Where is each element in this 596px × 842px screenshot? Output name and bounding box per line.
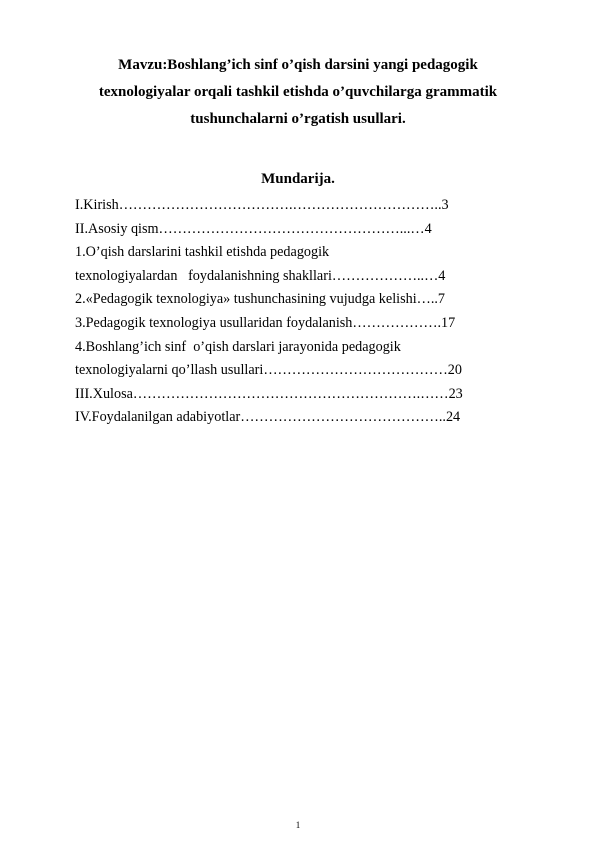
toc-entry-4-line-2: texnologiyalarni qo’llash usullari…………………………………20 bbox=[75, 362, 462, 379]
toc-entry-kirish: I.Kirish……………………………….…………………………..3 bbox=[75, 197, 449, 213]
table-of-contents bbox=[75, 194, 535, 430]
toc-entry-1-line-1: 1.O’qish darslarini tashkil etishda pedagogik bbox=[75, 244, 330, 261]
toc-entry-adabiyotlar: IV.Foydalanilgan adabiyotlar……………………………………..24 bbox=[75, 409, 461, 426]
toc-entry-asosiy-qism: II.Asosiy qism……………………………………………...…4 bbox=[75, 220, 432, 237]
document-title bbox=[60, 52, 536, 133]
toc-entry-4-line-1: 4.Boshlang’ich sinf o’qish darslari jarayonida pedagogik bbox=[75, 338, 401, 355]
title-line-3: tushunchalarni o’rgatish usullari. bbox=[190, 111, 406, 127]
title-line-1: Mavzu:Boshlang’ich sinf o’qish darsini yangi pedagogik bbox=[118, 57, 478, 73]
contents-heading: Mundarija. bbox=[261, 171, 335, 187]
toc-entry-2: 2.«Pedagogik texnologiya» tushunchasining vujudga kelishi…..7 bbox=[75, 291, 446, 308]
title-line-2: texnologiyalar orqali tashkil etishda o’quvchilarga grammatik bbox=[98, 84, 498, 100]
toc-entry-1-line-2: texnologiyalardan foydalanishning shakllari………………..…4 bbox=[75, 267, 446, 284]
toc-entry-3: 3.Pedagogik texnologiya usullaridan foydalanish……………….17 bbox=[75, 314, 456, 331]
page-number: 1 bbox=[295, 820, 301, 830]
toc-entry-xulosa: III.Xulosa…………………………………………………….……23 bbox=[75, 385, 463, 402]
